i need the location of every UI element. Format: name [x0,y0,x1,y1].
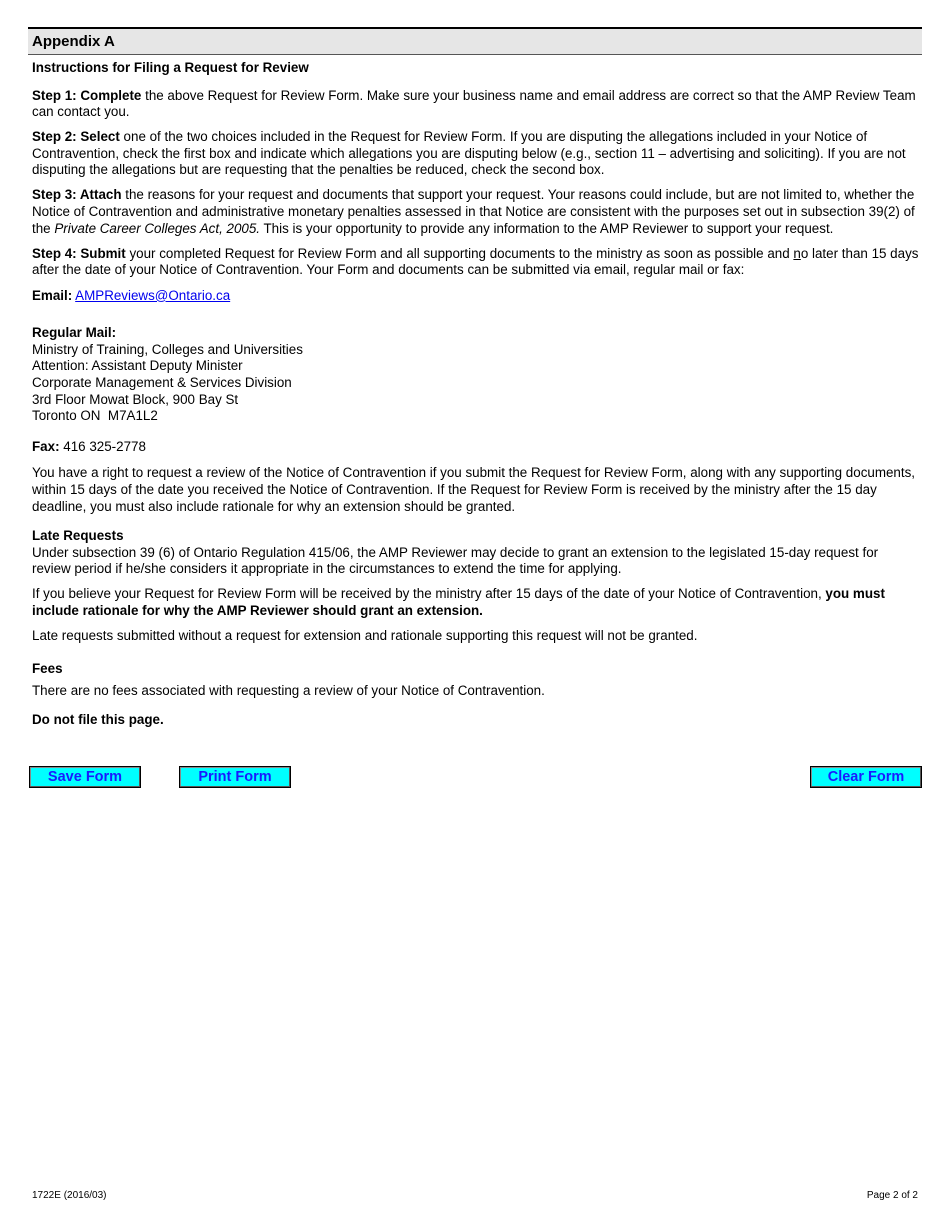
step-4 [32,246,920,279]
step-2-text: one of the two choices included in the Request for Review Form. If you are disputing the allegations included in your Notice of Contravention, check the first box and indicate which allegations you are disputing below (e.g., section 11 – advertising and soliciting). If you are not disputing the allegations but are requesting that the penalties be reduced, check the second box. [32,129,906,178]
fax-line [32,439,920,456]
page-number: Page 2 of 2 [866,1190,918,1201]
step-4-underlined: n [793,245,801,261]
fees-text: There are no fees associated with requesting a review of your Notice of Contravention. [32,683,545,699]
late-requests-p2 [32,586,920,619]
fees-title: Fees [32,660,63,676]
mail-line: 3rd Floor Mowat Block, 900 Bay St [32,391,239,407]
late-requests-p3: Late requests submitted without a request for extension and rationale supporting this request will not be granted. [32,627,698,643]
form-id: 1722E (2016/03) [32,1190,107,1201]
step-3-lead: Step 3: Attach [32,187,122,203]
mail-line: Attention: Assistant Deputy Minister [32,358,243,374]
email-line [32,288,920,305]
regular-mail [32,325,920,425]
step-2-lead: Step 2: Select [32,129,120,145]
clear-form-button[interactable]: Clear Form [810,766,922,788]
mail-line: Corporate Management & Services Division [32,375,292,391]
late-requests-p2-bold: you must include rationale for why the AMP Reviewer should grant an extension. [32,586,885,618]
fax-number: 416 325-2778 [59,438,146,454]
save-form-button[interactable]: Save Form [29,766,141,788]
step-3 [32,187,920,237]
late-requests-p1: Under subsection 39 (6) of Ontario Regulation 415/06, the AMP Reviewer may decide to grant an extension to the legislated 15-day request for review period if he/she considers it appropriate in the circumstances to extend the time for applying. [32,544,879,577]
act-title: Private Career Colleges Act, 2005. [54,220,261,236]
step-3-text-b: This is your opportunity to provide any information to the AMP Reviewer to support your request. [260,220,834,236]
step-4-text-a: your completed Request for Review Form and all supporting documents to the ministry as soon as possible and [125,245,794,261]
rights-paragraph: You have a right to request a review of the Notice of Contravention if you submit the Request for Review Form, along with any supporting documents, within 15 days of the date you received the Notice of Contravention. If the Request for Review Form is received by the ministry after the 15 day deadline, you must also include rationale for why an extension should be granted. [32,465,916,514]
instructions-title: Instructions for Filing a Request for Review [32,60,309,75]
late-requests-title: Late Requests [32,528,124,544]
appendix-title: Appendix A [32,33,115,50]
print-form-button[interactable]: Print Form [179,766,291,788]
mail-line: Ministry of Training, Colleges and Universities [32,341,303,357]
step-4-lead: Step 4: Submit [32,245,126,261]
appendix-header [28,27,922,55]
mail-line: Toronto ON M7A1L2 [32,408,158,424]
email-label: Email: [32,287,73,303]
step-3-text-a: the reasons for your request and documents that support your request. Your reasons could include, but are not limited to, whether the Notice of Contravention and administrative monetary penalties assessed in that Notice are consistent with the purposes set out in subsection 39(2) of the [32,187,915,236]
step-4-text-b: o later than 15 days after the date of your Notice of Contravention. Your Form and documents can be submitted via email, regular mail or fax: [32,245,919,278]
late-requests-p2-text: If you believe your Request for Review Form will be received by the ministry after 15 days of the date of your Notice of Contravention, [32,586,826,602]
fax-label: Fax: [32,438,60,454]
mail-label: Regular Mail: [32,325,117,341]
step-1 [32,88,920,121]
step-1-text: the above Request for Review Form. Make sure your business name and email address are correct so that the AMP Review Team can contact you. [32,87,916,120]
instructions-content [32,60,920,737]
do-not-file-note: Do not file this page. [32,711,164,727]
step-1-lead: Step 1: Complete [32,87,142,103]
step-2 [32,129,920,179]
email-link[interactable]: AMPReviews@Ontario.ca [75,287,231,303]
